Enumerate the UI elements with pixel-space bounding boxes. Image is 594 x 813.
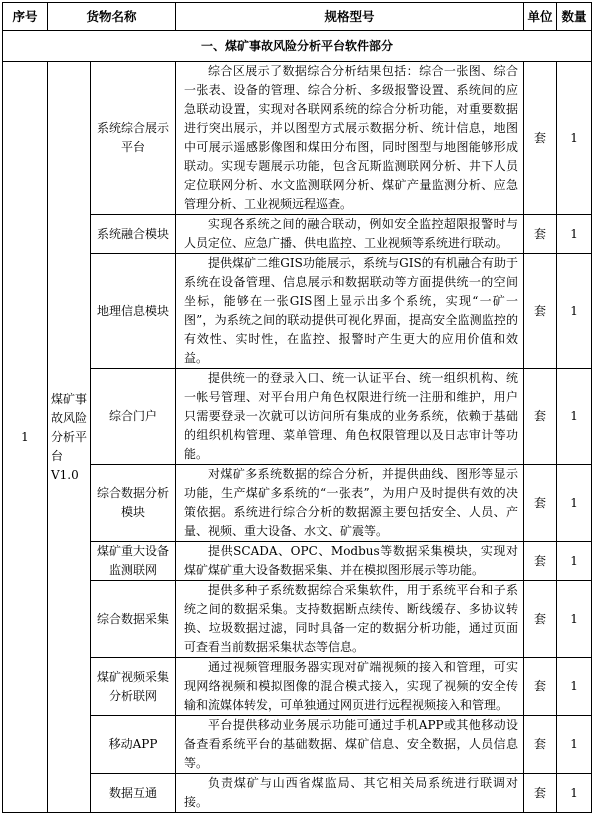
table-row — [3, 465, 592, 542]
item-spec: 提供多种子系统数据综合采集软件，用于系统平台和子系统之间的数据采集。支持数据断点续传、断线缓存、多协议转换、垃圾数据过滤，同时具备一定的数据分析功能，通过页面可查看当前数据采集状态等信息。 — [176, 581, 524, 658]
procurement-table — [2, 2, 592, 813]
item-unit: 套 — [524, 542, 557, 581]
header-spec: 规格型号 — [176, 3, 524, 31]
item-spec: 综合区展示了数据综合分析结果包括：综合一张图、综合一张表、设备的管理、综合分析、多级报警设置、系统间的应急联动设置，实现对各联网系统的综合分析功能，对重要数据进行突出展示，并以图型方式展示数据分析、统计信息，地图中可展示遥感影像图和煤田分布图，同时图型与地图能够形成联动。实现专题展示功能，包含瓦斯监测联网分析、井下人员定位联网分析、水文监测联网分析、煤矿产量监测分析、应急管理分析、工业视频远程巡查。 — [176, 62, 524, 215]
item-spec: 负责煤矿与山西省煤监局、其它相关局系统进行联调对接。 — [176, 774, 524, 813]
item-qty: 1 — [557, 465, 592, 542]
item-spec: 对煤矿多系统数据的综合分析，并提供曲线、图形等显示功能，生产煤矿多系统的“一张表”，为用户及时提供有效的决策依据。系统进行综合分析的数据源主要包括安全、人员、产量、视频、重大设备、水文、矿震等。 — [176, 465, 524, 542]
product-name: 煤矿事故风险分析平台V1.0 — [48, 62, 91, 813]
item-qty: 1 — [557, 658, 592, 716]
item-qty: 1 — [557, 215, 592, 254]
table-row — [3, 215, 592, 254]
table-row — [3, 254, 592, 369]
section-title: 一、煤矿事故风险分析平台软件部分 — [3, 31, 592, 62]
item-name: 煤矿重大设备监测联网 — [91, 542, 176, 581]
table-row — [3, 774, 592, 813]
item-qty: 1 — [557, 254, 592, 369]
header-qty: 数量 — [557, 3, 592, 31]
item-name: 煤矿视频采集分析联网 — [91, 658, 176, 716]
item-name: 综合数据分析模块 — [91, 465, 176, 542]
item-name: 数据互通 — [91, 774, 176, 813]
table-row — [3, 542, 592, 581]
header-no: 序号 — [3, 3, 48, 31]
item-qty: 1 — [557, 774, 592, 813]
item-spec: 通过视频管理服务器实现对矿端视频的接入和管理，可实现网络视频和模拟图像的混合模式接入，实现了视频的安全传输和流媒体转发，可单独通过网页进行远程视频接入和管理。 — [176, 658, 524, 716]
table-row — [3, 716, 592, 774]
item-qty: 1 — [557, 542, 592, 581]
item-spec: 提供煤矿二维GIS功能展示，系统与GIS的有机融合有助于系统在设备管理、信息展示和数据联动等方面提供统一的空间坐标，能够在一张GIS图上显示出多个系统，实现“一矿一图”，为系统之间的联动提供可视化界面，提高安全监测监控的有效性、实时性，在监控、报警时产生更大的应用价值和效益。 — [176, 254, 524, 369]
item-qty: 1 — [557, 62, 592, 215]
item-unit: 套 — [524, 581, 557, 658]
item-unit: 套 — [524, 774, 557, 813]
item-unit: 套 — [524, 215, 557, 254]
item-spec: 平台提供移动业务展示功能可通过手机APP或其他移动设备查看系统平台的基础数据、煤矿信息、安全数据，人员信息等。 — [176, 716, 524, 774]
item-unit: 套 — [524, 254, 557, 369]
item-unit: 套 — [524, 658, 557, 716]
item-qty: 1 — [557, 369, 592, 465]
table-row — [3, 658, 592, 716]
header-row — [3, 3, 592, 31]
table-row — [3, 62, 592, 215]
header-unit: 单位 — [524, 3, 557, 31]
item-unit: 套 — [524, 369, 557, 465]
item-qty: 1 — [557, 716, 592, 774]
item-spec: 提供统一的登录入口、统一认证平台、统一组织机构、统一帐号管理、对平台用户角色权限进行统一注册和维护，用户只需要登录一次就可以访问所有集成的业务系统，依赖于基础的组织机构管理、菜单管理、角色权限管理以及日志审计等功能。 — [176, 369, 524, 465]
item-spec: 实现各系统之间的融合联动，例如安全监控超限报警时与人员定位、应急广播、供电监控、工业视频等系统进行联动。 — [176, 215, 524, 254]
header-goods-name: 货物名称 — [48, 3, 176, 31]
item-name: 系统综合展示平台 — [91, 62, 176, 215]
item-spec: 提供SCADA、OPC、Modbus等数据采集模块，实现对煤矿煤矿重大设备数据采集、并在模拟图形展示等功能。 — [176, 542, 524, 581]
section-row — [3, 31, 592, 62]
row-index: 1 — [3, 62, 48, 813]
table-row — [3, 581, 592, 658]
item-name: 系统融合模块 — [91, 215, 176, 254]
item-unit: 套 — [524, 465, 557, 542]
item-unit: 套 — [524, 62, 557, 215]
item-name: 综合数据采集 — [91, 581, 176, 658]
item-name: 移动APP — [91, 716, 176, 774]
item-name: 地理信息模块 — [91, 254, 176, 369]
item-qty: 1 — [557, 581, 592, 658]
item-name: 综合门户 — [91, 369, 176, 465]
item-unit: 套 — [524, 716, 557, 774]
table-row — [3, 369, 592, 465]
